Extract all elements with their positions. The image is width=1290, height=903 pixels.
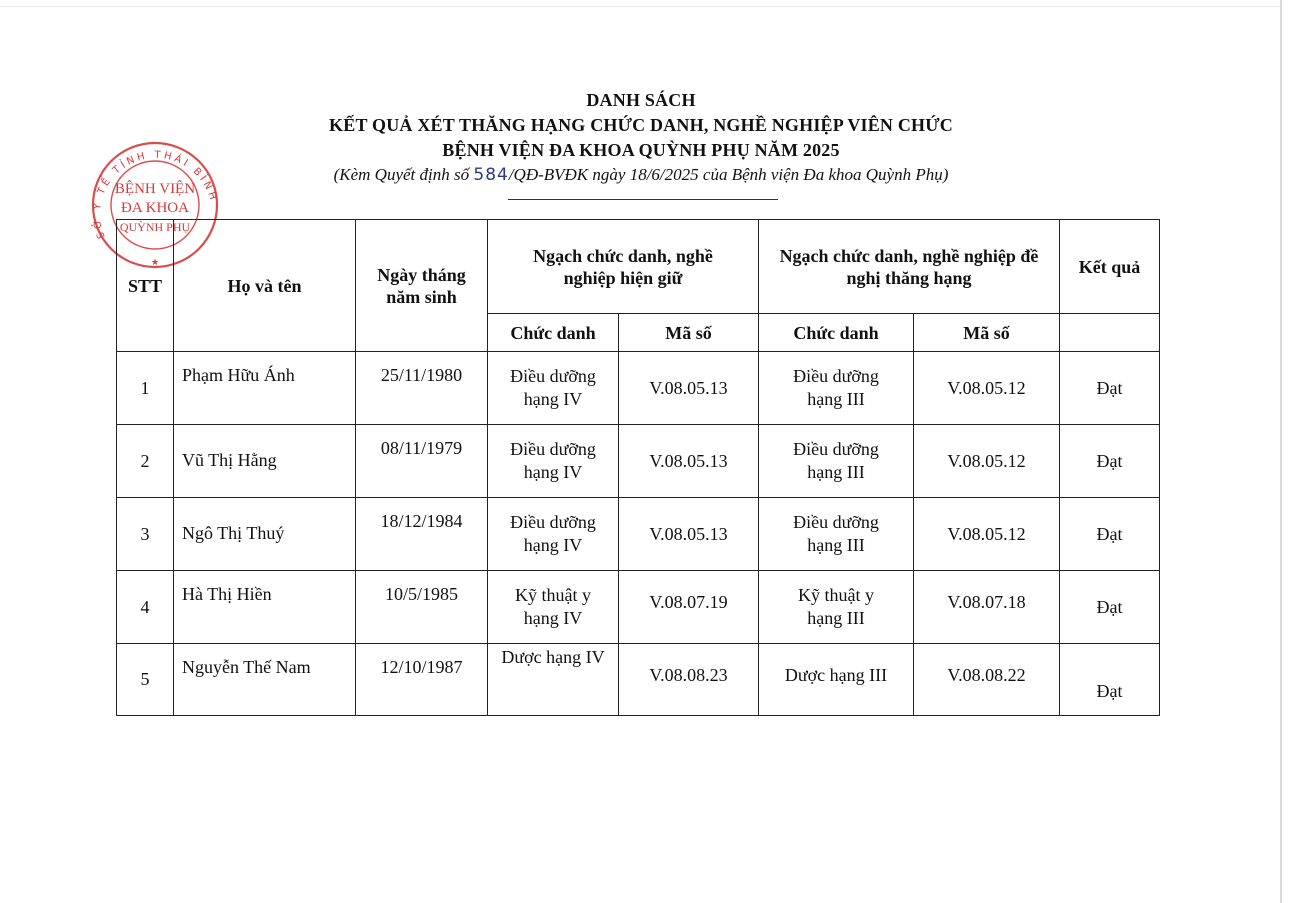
row-stt: 2 bbox=[117, 425, 174, 498]
results-table bbox=[116, 219, 1160, 716]
row-name: Nguyễn Thế Nam bbox=[174, 644, 356, 716]
document-subtitle-1: KẾT QUẢ XÉT THĂNG HẠNG CHỨC DANH, NGHỀ NGHIỆP VIÊN CHỨC bbox=[329, 115, 953, 135]
stamp-line-3: QUỲNH PHỤ bbox=[119, 220, 191, 234]
table-row bbox=[117, 571, 1160, 644]
row-current-title-text: Kỹ thuật y hạng IV bbox=[515, 585, 591, 628]
row-current-code: V.08.05.13 bbox=[619, 352, 759, 425]
header-current-title: Chức danh bbox=[488, 314, 619, 352]
row-stt: 1 bbox=[117, 352, 174, 425]
row-stt: 3 bbox=[117, 498, 174, 571]
stamp-star-icon: ★ bbox=[150, 258, 160, 268]
document-title: DANH SÁCH bbox=[586, 90, 696, 110]
row-dob: 10/5/1985 bbox=[356, 571, 488, 644]
row-dob: 25/11/1980 bbox=[356, 352, 488, 425]
row-name: Hà Thị Hiền bbox=[174, 571, 356, 644]
row-current-title bbox=[488, 425, 619, 498]
page-edge-top bbox=[0, 6, 1282, 7]
table-row bbox=[117, 644, 1160, 716]
row-current-title-text: Điều dưỡng hạng IV bbox=[510, 366, 596, 409]
table-row bbox=[117, 425, 1160, 498]
header-underline bbox=[508, 199, 778, 200]
row-new-code: V.08.08.22 bbox=[914, 644, 1060, 716]
header-current-group-label: Ngạch chức danh, nghề nghiệp hiện giữ bbox=[533, 245, 713, 288]
decision-number-handwritten: 584 bbox=[473, 165, 509, 185]
header-current-group bbox=[488, 220, 759, 314]
row-dob: 18/12/1984 bbox=[356, 498, 488, 571]
stamp-line-1: BỆNH VIỆN bbox=[114, 181, 196, 197]
row-result: Đạt bbox=[1060, 644, 1160, 716]
row-name: Vũ Thị Hằng bbox=[174, 425, 356, 498]
header-stt: STT bbox=[117, 220, 174, 352]
row-new-title-text: Kỹ thuật y hạng III bbox=[798, 585, 874, 628]
header-name: Họ và tên bbox=[174, 220, 356, 352]
header-proposed-group-label: Ngạch chức danh, nghề nghiệp đề nghị thăng hạng bbox=[779, 245, 1039, 288]
header-result: Kết quả bbox=[1060, 220, 1160, 314]
row-name: Phạm Hữu Ánh bbox=[174, 352, 356, 425]
row-new-code: V.08.05.12 bbox=[914, 352, 1060, 425]
row-current-code: V.08.05.13 bbox=[619, 425, 759, 498]
row-result: Đạt bbox=[1060, 571, 1160, 644]
row-current-title-text: Điều dưỡng hạng IV bbox=[510, 439, 596, 482]
row-new-title-text: Điều dưỡng hạng III bbox=[793, 512, 879, 555]
row-current-code: V.08.08.23 bbox=[619, 644, 759, 716]
row-new-code: V.08.05.12 bbox=[914, 498, 1060, 571]
row-result: Đạt bbox=[1060, 498, 1160, 571]
header-current-code: Mã số bbox=[619, 314, 759, 352]
row-new-title: Dược hạng III bbox=[759, 644, 914, 716]
row-current-title bbox=[488, 571, 619, 644]
row-current-title bbox=[488, 498, 619, 571]
stamp-line-2: ĐA KHOA bbox=[121, 200, 189, 216]
row-new-title bbox=[759, 425, 914, 498]
row-new-code: V.08.05.12 bbox=[914, 425, 1060, 498]
row-new-title bbox=[759, 571, 914, 644]
row-current-code: V.08.07.19 bbox=[619, 571, 759, 644]
header-dob-label: Ngày tháng năm sinh bbox=[377, 264, 466, 307]
row-result: Đạt bbox=[1060, 352, 1160, 425]
table-row bbox=[117, 352, 1160, 425]
row-name: Ngô Thị Thuý bbox=[174, 498, 356, 571]
row-new-title-text: Điều dưỡng hạng III bbox=[793, 366, 879, 409]
document-subtitle-2: BỆNH VIỆN ĐA KHOA QUỲNH PHỤ NĂM 2025 bbox=[442, 140, 840, 160]
row-stt: 5 bbox=[117, 644, 174, 716]
row-new-title bbox=[759, 498, 914, 571]
header-proposed-title: Chức danh bbox=[759, 314, 914, 352]
header-proposed-code: Mã số bbox=[914, 314, 1060, 352]
stamp-outer-text: SỞ Y TẾ TỈNH THÁI BÌNH bbox=[91, 149, 219, 240]
row-result: Đạt bbox=[1060, 425, 1160, 498]
row-new-code: V.08.07.18 bbox=[914, 571, 1060, 644]
row-new-title-text: Điều dưỡng hạng III bbox=[793, 439, 879, 482]
decision-prefix: (Kèm Quyết định số bbox=[333, 165, 470, 184]
table-row bbox=[117, 498, 1160, 571]
row-current-title-text: Điều dưỡng hạng IV bbox=[510, 512, 596, 555]
row-new-title bbox=[759, 352, 914, 425]
header-dob bbox=[356, 220, 488, 352]
row-current-code: V.08.05.13 bbox=[619, 498, 759, 571]
row-dob: 12/10/1987 bbox=[356, 644, 488, 716]
header-proposed-group bbox=[759, 220, 1060, 314]
row-stt: 4 bbox=[117, 571, 174, 644]
decision-suffix: /QĐ-BVĐK ngày 18/6/2025 của Bệnh viện Đa khoa Quỳnh Phụ) bbox=[508, 165, 949, 184]
header-result-blank bbox=[1060, 314, 1160, 352]
row-dob: 08/11/1979 bbox=[356, 425, 488, 498]
row-current-title bbox=[488, 352, 619, 425]
row-current-title bbox=[488, 644, 619, 716]
row-current-title-text: Dược hạng IV bbox=[501, 647, 605, 667]
